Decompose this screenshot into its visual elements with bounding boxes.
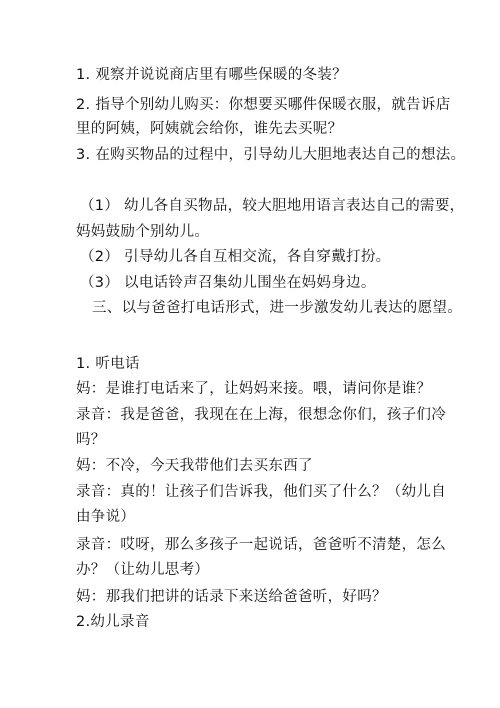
text-line: 2.幼儿录音 [76, 614, 150, 630]
text-line: （1） 幼儿各自买物品，较大胆地用语言表达自己的需要， [80, 198, 465, 214]
text-line: 妈：那我们把讲的话录下来送给爸爸听，好吗？ [76, 589, 387, 605]
text-line: 妈：不冷，今天我带他们去买东西了 [76, 458, 313, 474]
text-line: 录音：真的！让孩子们告诉我，他们买了什么？（幼儿自 [76, 484, 446, 500]
text-line: 妈妈鼓励个别幼儿。 [76, 224, 210, 240]
text-line: （2） 引导幼儿各自互相交流，各自穿戴打扮。 [80, 249, 391, 265]
text-line: 2. 指导个别幼儿购买：你想要买哪件保暖衣服，就告诉店 [76, 97, 451, 113]
text-line: （3） 以电话铃声召集幼儿围坐在妈妈身边。 [80, 275, 376, 291]
section-heading: 三、以与爸爸打电话形式，进一步激发幼儿表达的愿望。 [92, 300, 462, 316]
text-line: 由争说） [76, 509, 136, 525]
text-line: 1. 听电话 [76, 356, 140, 372]
text-line: 1. 观察并说说商店里有哪些保暖的冬装？ [76, 67, 347, 83]
text-line: 3. 在购买物品的过程中，引导幼儿大胆地表达自己的想法。 [76, 147, 466, 163]
text-line: 办？（让幼儿思考） [76, 562, 210, 578]
text-line: 里的阿姨，阿姨就会给你，谁先去买呢？ [76, 121, 343, 137]
text-line: 吗？ [76, 432, 106, 448]
text-line: 妈：是谁打电话来了，让妈妈来接。喂，请问你是谁？ [76, 381, 432, 397]
text-line: 录音：哎呀，那么多孩子一起说话，爸爸听不清楚，怎么 [76, 537, 446, 553]
text-line: 录音：我是爸爸，我现在在上海，很想念你们，孩子们冷 [76, 407, 446, 423]
